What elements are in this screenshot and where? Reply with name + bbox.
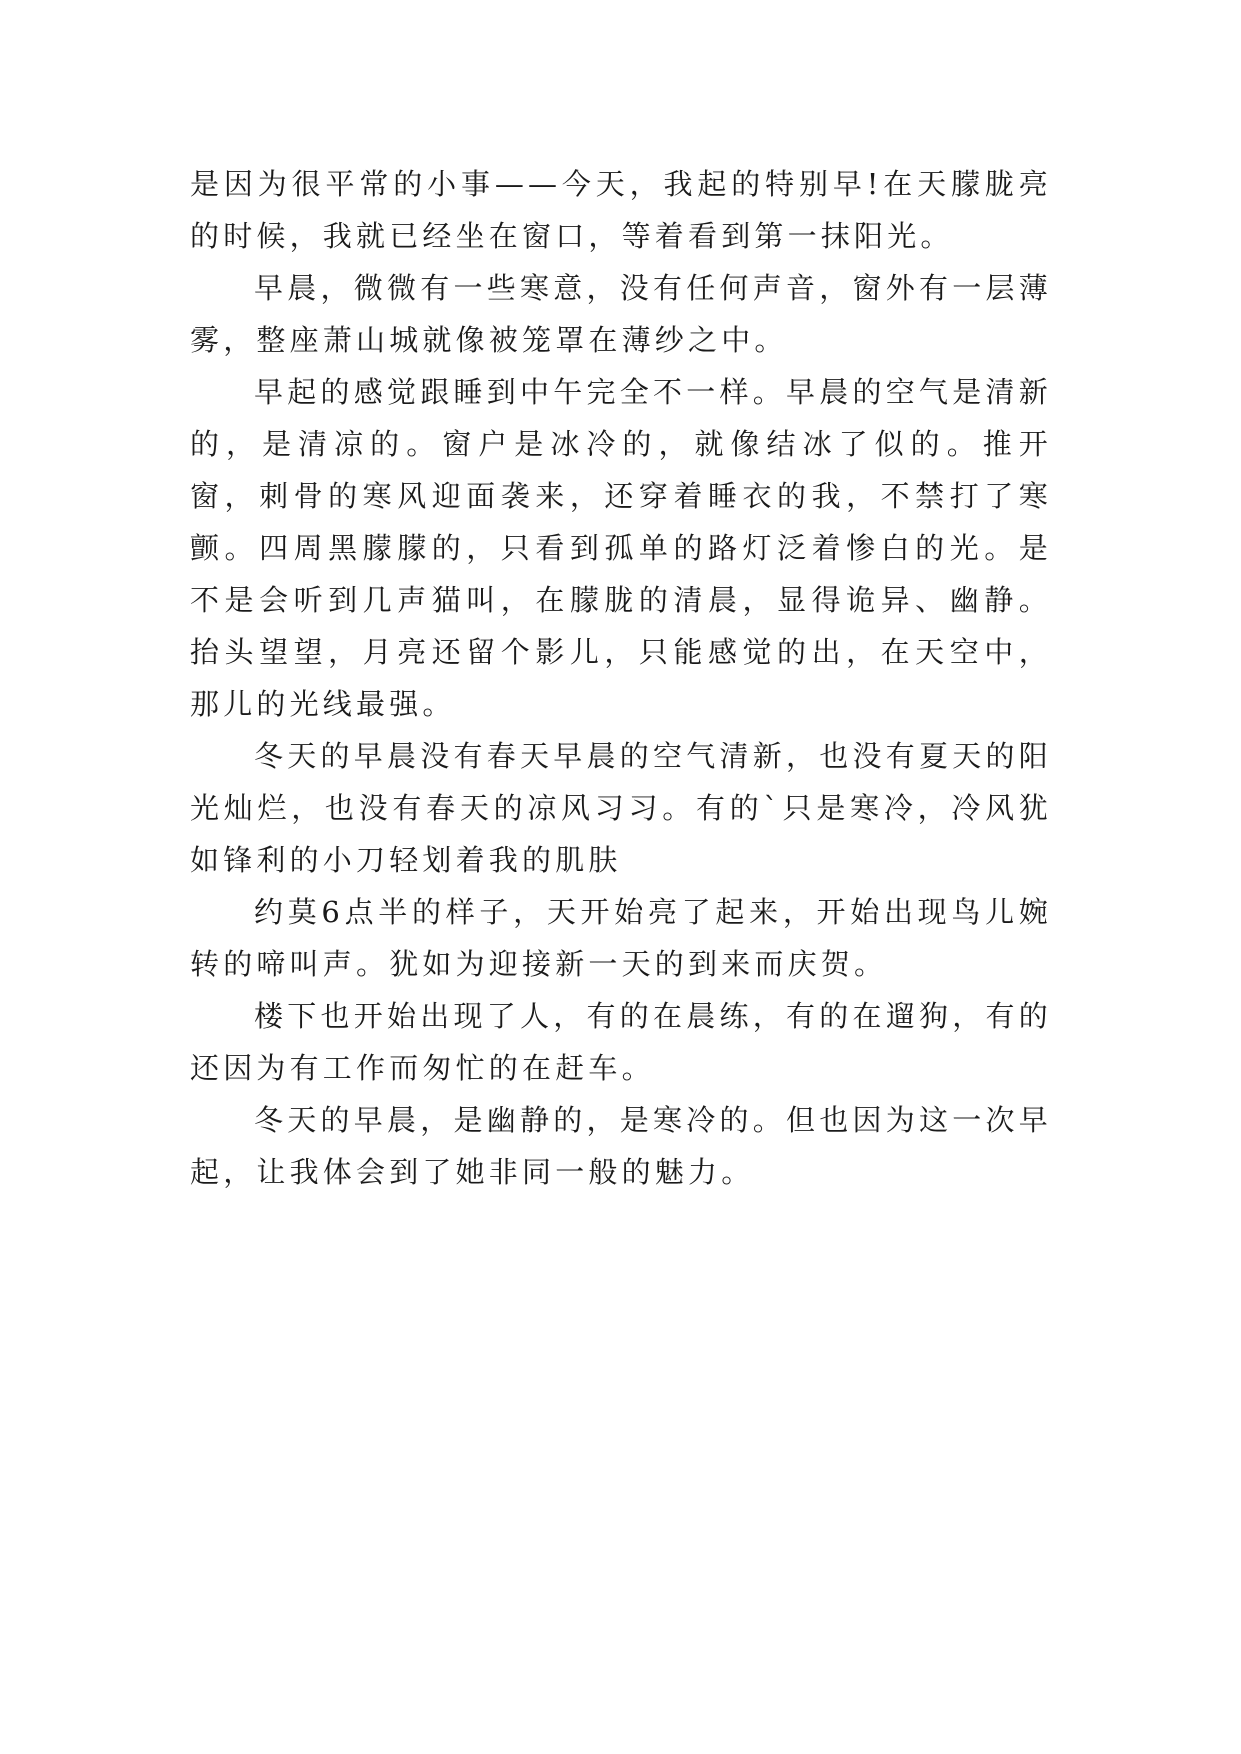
paragraph-3: 早起的感觉跟睡到中午完全不一样。早晨的空气是清新的，是清凉的。窗户是冰冷的，就像结冰了似的。推开窗，刺骨的寒风迎面袭来，还穿着睡衣的我，不禁打了寒颤。四周黑朦朦的，只看到孤单的路灯泛着惨白的光。是不是会听到几声猫叫，在朦胧的清晨，显得诡异、幽静。抬头望望，月亮还留个影儿，只能感觉的出，在天空中，那儿的光线最强。 [190, 375, 1052, 721]
paragraph-2: 早晨，微微有一些寒意，没有任何声音，窗外有一层薄雾，整座萧山城就像被笼罩在薄纱之中。 [190, 271, 1052, 357]
paragraph-6: 楼下也开始出现了人，有的在晨练，有的在遛狗，有的还因为有工作而匆忙的在赶车。 [190, 999, 1052, 1085]
document-body [190, 158, 1052, 1198]
paragraph-5: 约莫6点半的样子，天开始亮了起来，开始出现鸟儿婉转的啼叫声。犹如为迎接新一天的到来而庆贺。 [190, 895, 1052, 981]
paragraph-1: 是因为很平常的小事——今天，我起的特别早!在天朦胧亮的时候，我就已经坐在窗口，等着看到第一抹阳光。 [190, 167, 1052, 253]
paragraph-7: 冬天的早晨，是幽静的，是寒冷的。但也因为这一次早起，让我体会到了她非同一般的魅力。 [190, 1103, 1052, 1189]
paragraph-4: 冬天的早晨没有春天早晨的空气清新，也没有夏天的阳光灿烂，也没有春天的凉风习习。有的`只是寒冷，冷风犹如锋利的小刀轻划着我的肌肤 [190, 739, 1052, 877]
